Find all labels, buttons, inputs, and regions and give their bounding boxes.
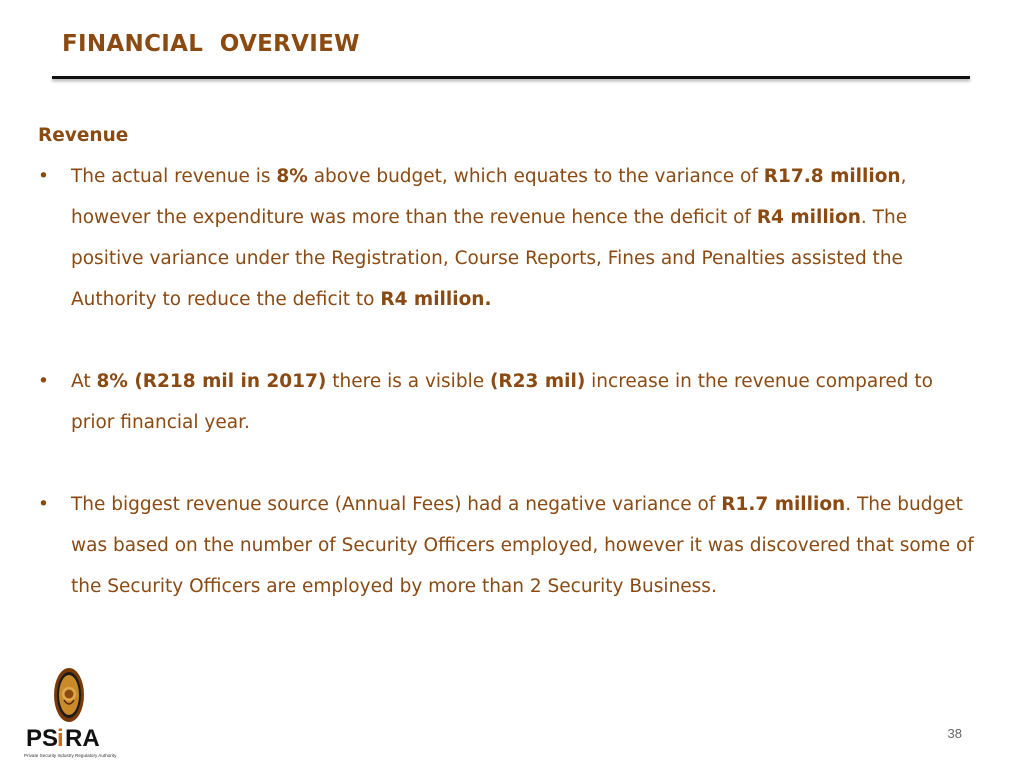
svg-text:Private Security Industry Regu: Private Security Industry Regulatory Authority (24, 753, 117, 758)
svg-text:PS: PS (26, 725, 59, 752)
spacer (38, 443, 978, 484)
svg-text:i: i (57, 725, 64, 752)
bullet-item (38, 361, 978, 443)
bullet-text: The biggest revenue source (Annual Fees) had a negative variance of R1.7 million. The budget was based on the number of Security Officers employed, however it was discovered that some of the Security Officers are employed by more than 2 Security Business. (71, 494, 974, 597)
spacer (38, 320, 978, 361)
bullet-text: At 8% (R218 mil in 2017) there is a visible (R23 mil) increase in the revenue compared to prior financial year. (71, 371, 933, 433)
bullet-text: The actual revenue is 8% above budget, which equates to the variance of R17.8 million, however the expenditure was more than the revenue hence the deficit of R4 million. The positive variance under the Registration, Course Reports, Fines and Penalties assisted the Authority to reduce the deficit to R4 million. (71, 166, 908, 310)
bullet-icon: • (38, 494, 49, 515)
bullet-icon: • (38, 371, 49, 392)
title-underline (52, 76, 970, 79)
psira-logo (20, 666, 118, 762)
section-heading: Revenue (38, 125, 129, 146)
bullet-item (38, 156, 978, 320)
svg-text:RA: RA (65, 725, 100, 752)
bullet-icon: • (38, 166, 49, 187)
slide-title: FINANCIAL OVERVIEW (62, 31, 360, 57)
page-number: 38 (947, 726, 962, 741)
bullet-item (38, 484, 978, 607)
slide-content (38, 120, 978, 607)
